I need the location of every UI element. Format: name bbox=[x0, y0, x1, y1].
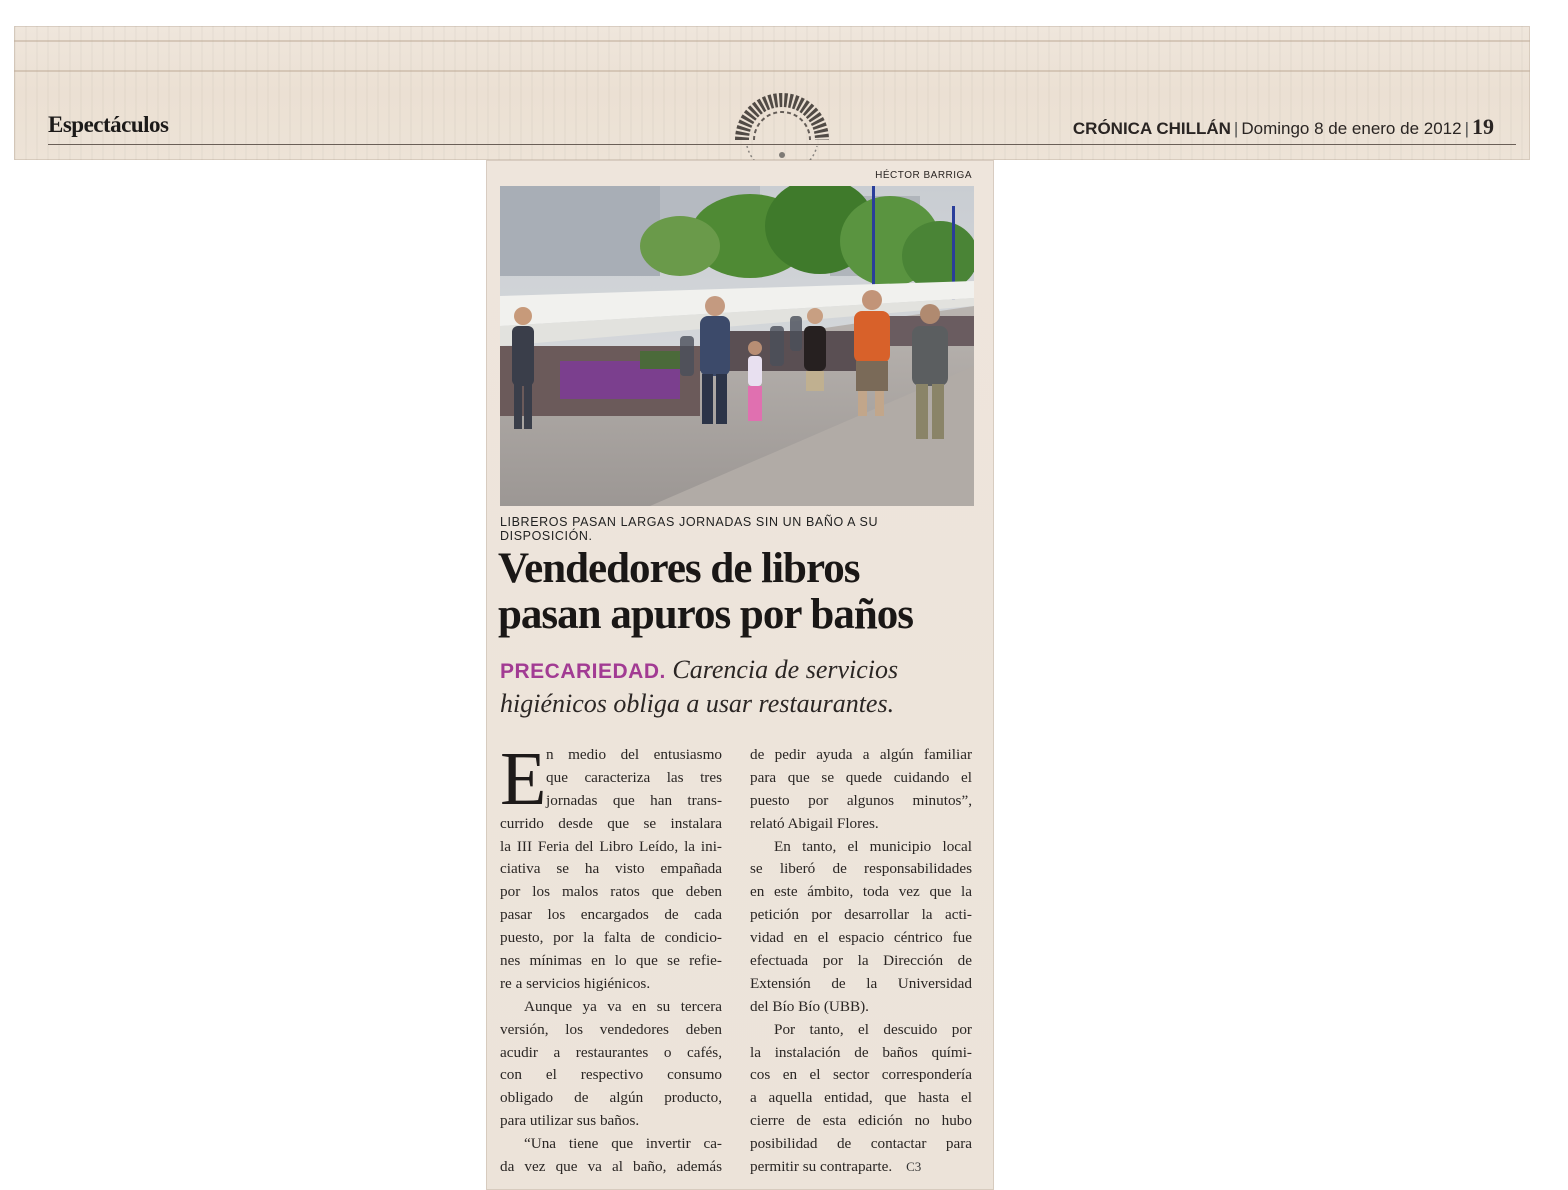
body-line: posibilidad de contactar para bbox=[750, 1135, 972, 1153]
header-strip bbox=[14, 26, 1530, 160]
deck-line: Carencia de servicios bbox=[672, 655, 899, 684]
body-line: pasar los encargados de cada bbox=[500, 906, 722, 924]
issue-date: Domingo 8 de enero de 2012 bbox=[1241, 119, 1462, 138]
deck bbox=[500, 654, 978, 720]
body-column-right bbox=[750, 744, 972, 1179]
body-line: para que se quede cuidando el bbox=[750, 768, 972, 786]
body-column-left bbox=[500, 737, 722, 1179]
drop-cap: E bbox=[500, 737, 547, 821]
body-line: relató Abigail Flores. bbox=[750, 814, 879, 832]
body-line: por los malos ratos que deben bbox=[500, 883, 722, 901]
body-line: Extensión de la Universidad bbox=[750, 974, 972, 992]
body-line: a aquella entidad, que hasta el bbox=[750, 1089, 972, 1107]
book-fair-photo bbox=[500, 186, 974, 506]
body-line: que caracteriza las tres bbox=[546, 768, 722, 786]
deck-line: higiénicos obliga a usar restaurantes. bbox=[500, 689, 895, 718]
body-line: puesto, por la falta de condicio- bbox=[500, 929, 722, 947]
body-line: permitir su contraparte. bbox=[750, 1158, 893, 1176]
article-clipping bbox=[486, 160, 994, 1190]
body-line: currido desde que se instalara bbox=[500, 814, 722, 832]
body-line: nes mínimas en lo que se refie- bbox=[500, 952, 722, 970]
body-line: de pedir ayuda a algún familiar bbox=[750, 746, 972, 763]
photo-caption: LIBREROS PASAN LARGAS JORNADAS SIN UN BAÑO A SU DISPOSICIÓN. bbox=[500, 515, 879, 543]
body-line: se liberó de responsabilidades bbox=[750, 860, 972, 878]
body-line: versión, los vendedores deben bbox=[500, 1020, 722, 1038]
body-line: re a servicios higiénicos. bbox=[500, 974, 651, 992]
body-line: “Una tiene que invertir ca- bbox=[524, 1135, 722, 1153]
body-line: para utilizar sus baños. bbox=[500, 1112, 640, 1130]
body-line: con el respectivo consumo bbox=[500, 1066, 722, 1084]
body-line: cierre de esta edición no hubo bbox=[750, 1112, 972, 1130]
body-line: obligado de algún producto, bbox=[500, 1089, 722, 1107]
section-label: Espectáculos bbox=[48, 112, 169, 137]
body-line: en este ámbito, toda vez que la bbox=[750, 883, 972, 901]
body-line: jornadas que han trans- bbox=[546, 791, 722, 809]
body-line: En tanto, el municipio local bbox=[774, 837, 972, 855]
body-line: la III Feria del Libro Leído, la ini- bbox=[500, 837, 722, 855]
kicker: PRECARIEDAD. bbox=[500, 660, 666, 683]
body-line: Aunque ya va en su tercera bbox=[524, 997, 722, 1015]
end-mark: C3 bbox=[906, 1159, 922, 1175]
publication-name: CRÓNICA CHILLÁN bbox=[1072, 119, 1231, 138]
header-rule bbox=[48, 144, 1516, 145]
paper-crease bbox=[14, 40, 1530, 42]
body-line: n medio del entusiasmo bbox=[546, 746, 722, 763]
body-line: del Bío Bío (UBB). bbox=[750, 997, 869, 1015]
article-body bbox=[500, 737, 974, 1176]
body-line-last bbox=[750, 1156, 972, 1179]
body-line: da vez que va al baño, además bbox=[500, 1158, 722, 1176]
body-line: la instalación de baños quími- bbox=[750, 1043, 972, 1061]
body-line: acudir a restaurantes o cafés, bbox=[500, 1043, 722, 1061]
body-line: cos en el sector correspondería bbox=[750, 1066, 972, 1084]
body-line: Por tanto, el descuido por bbox=[774, 1020, 972, 1038]
photo-credit: HÉCTOR BARRIGA bbox=[875, 170, 972, 181]
body-line: vidad en el espacio céntrico fue bbox=[750, 929, 972, 947]
body-line: ciativa se ha visto empañada bbox=[500, 860, 722, 878]
page-number: 19 bbox=[1472, 114, 1494, 139]
body-line: petición por desarrollar la acti- bbox=[750, 906, 972, 924]
headline-line: pasan apuros por baños bbox=[498, 591, 913, 638]
headline-line: Vendedores de libros bbox=[498, 545, 860, 592]
masthead: CRÓNICA CHILLÁN | Domingo 8 de enero de 2012 | 19 bbox=[1072, 114, 1494, 139]
headline bbox=[498, 546, 978, 638]
body-line: puesto por algunos minutos”, bbox=[750, 791, 972, 809]
paper-crease bbox=[14, 70, 1530, 72]
body-line: efectuada por la Dirección de bbox=[750, 952, 972, 970]
